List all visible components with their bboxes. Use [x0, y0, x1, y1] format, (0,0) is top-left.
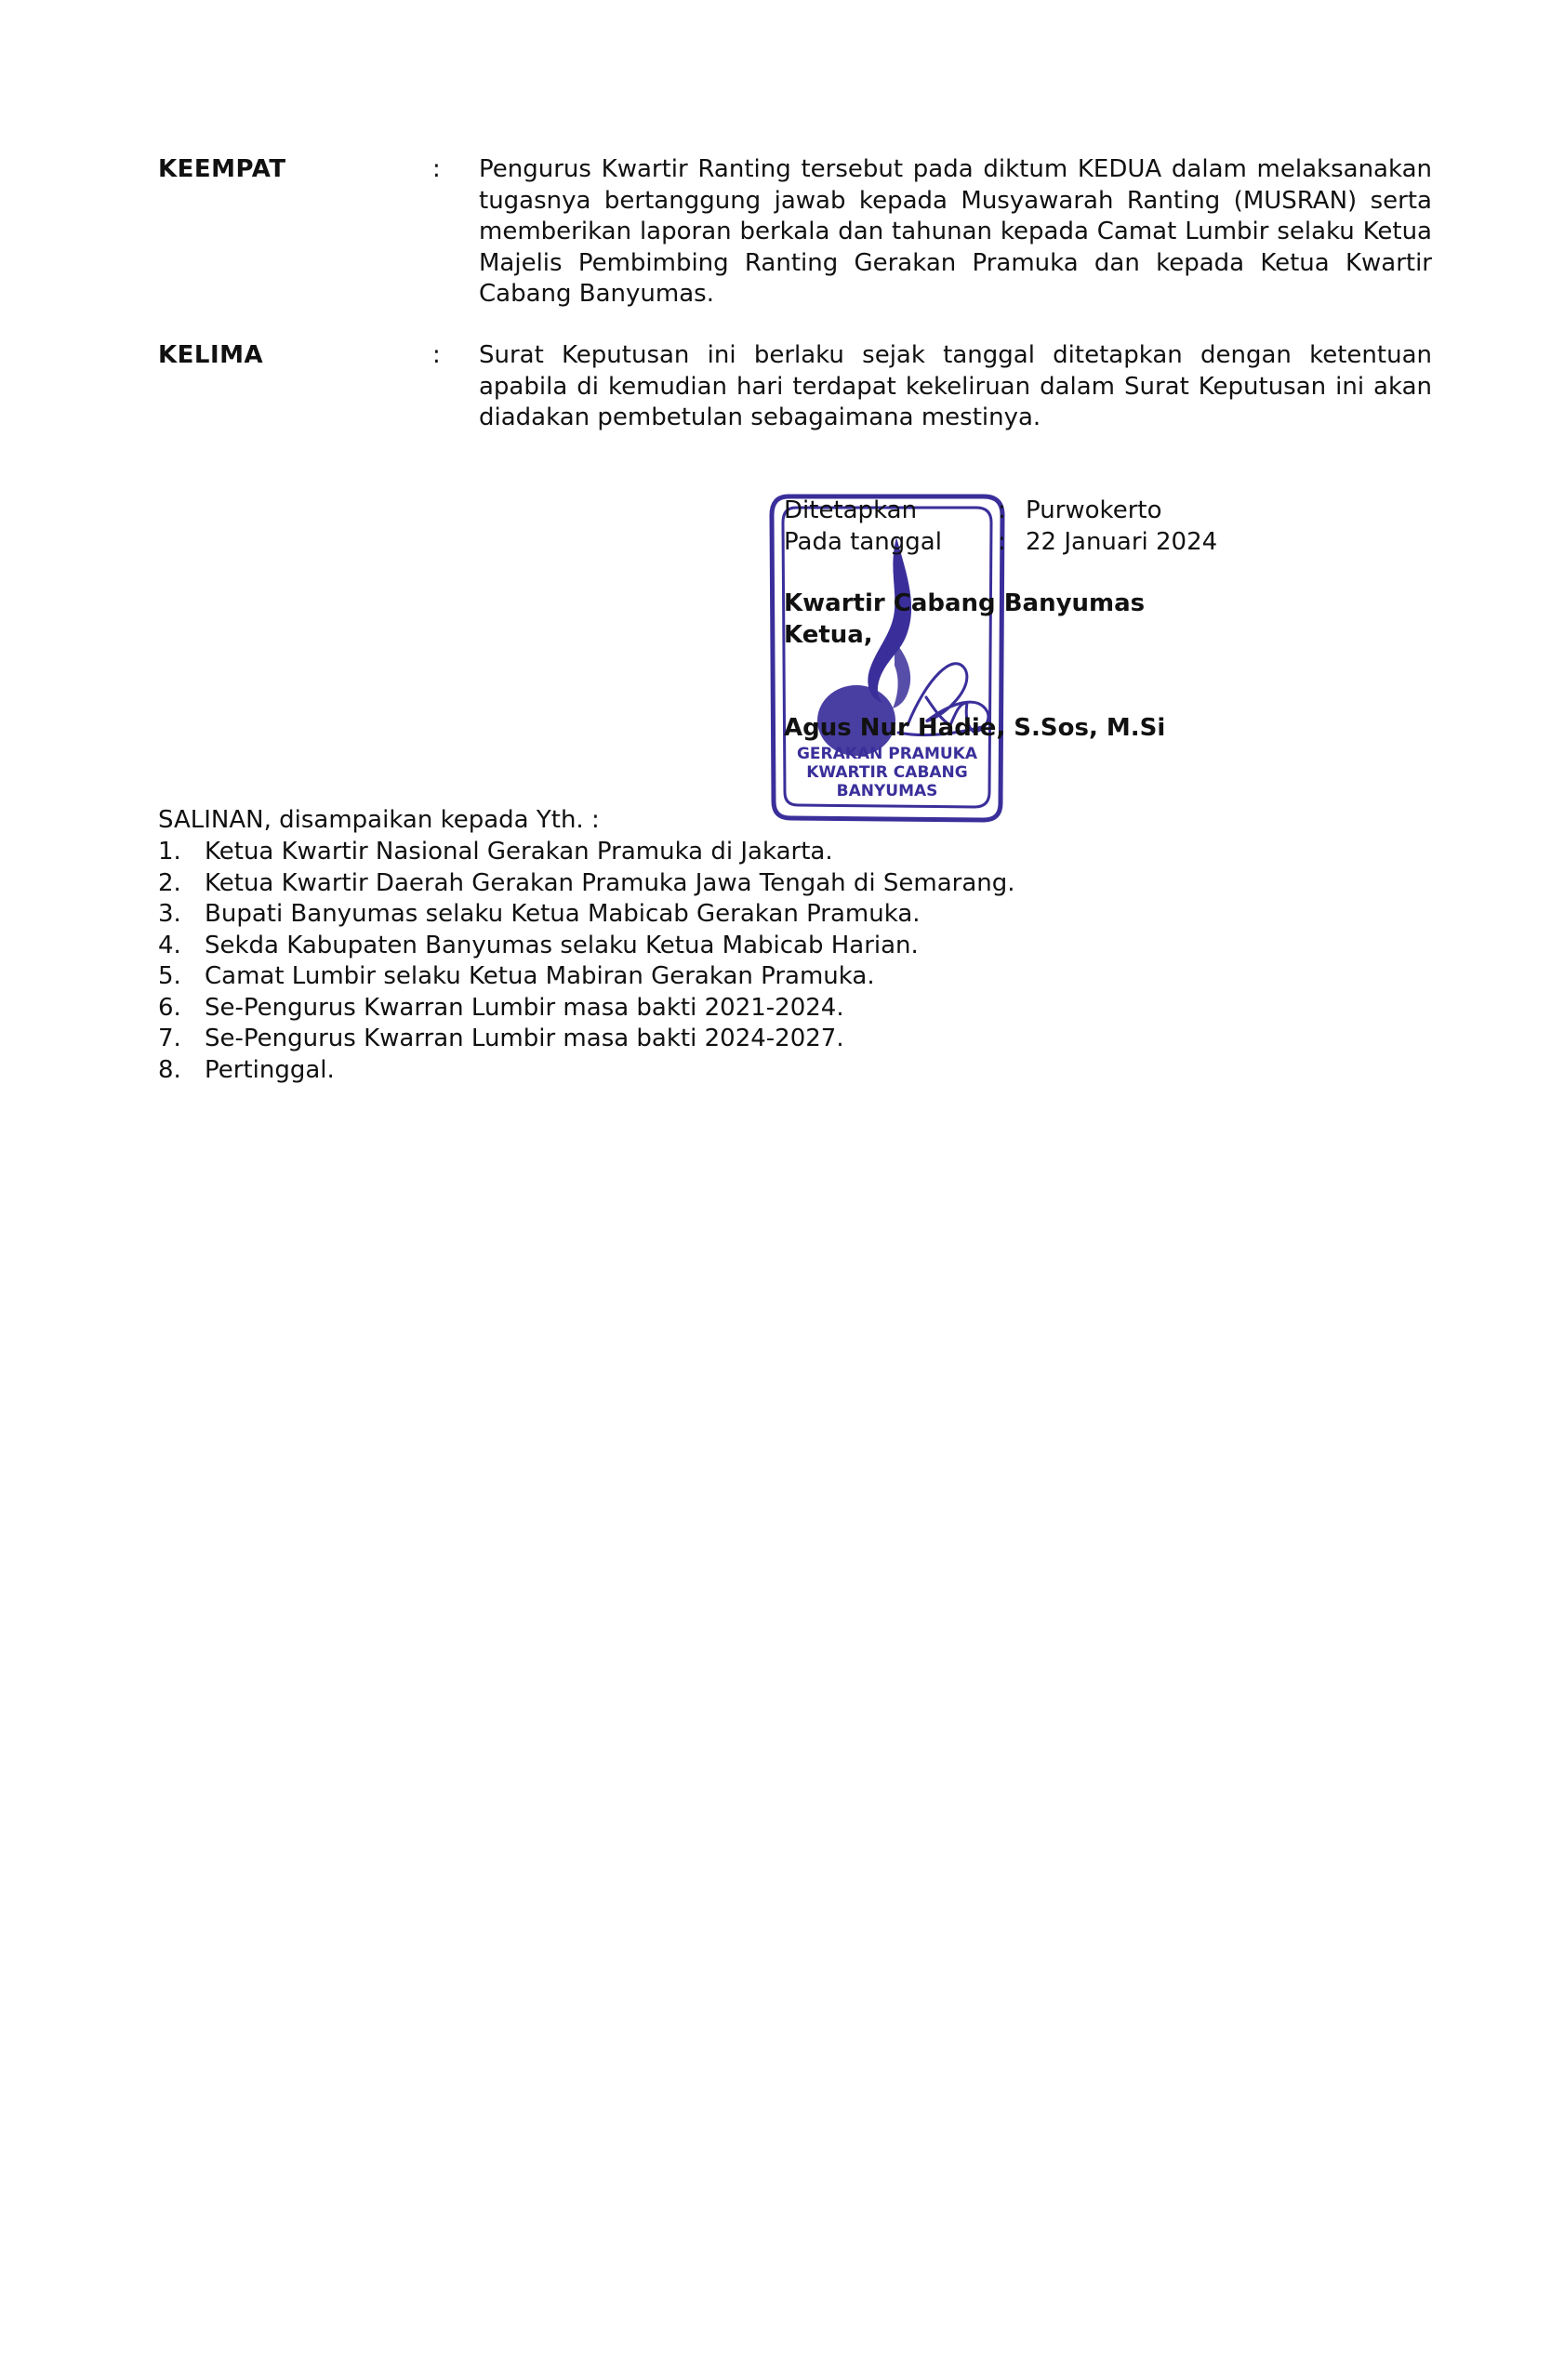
ditetapkan-row [784, 496, 1435, 527]
list-text: Sekda Kabupaten Banyumas selaku Ketua Mabicab Harian. [205, 931, 919, 959]
tanggal-label: Pada tanggal [784, 528, 942, 556]
article-colon: : [432, 341, 441, 369]
list-number: 4. [158, 931, 181, 959]
stamp-line-2: KWARTIR CABANG [806, 763, 968, 782]
tanggal-colon: : [998, 528, 1006, 556]
signatory-organization: Kwartir Cabang Banyumas [784, 589, 1146, 617]
list-item [158, 993, 1274, 1025]
article-label: KEEMPAT [158, 155, 286, 183]
list-number: 6. [158, 993, 181, 1022]
list-number: 2. [158, 868, 181, 897]
list-number: 1. [158, 838, 181, 866]
list-number: 3. [158, 900, 181, 928]
list-item [158, 1055, 1274, 1087]
article-text: Surat Keputusan ini berlaku sejak tanggal ditetapkan dengan ketentuan apabila di kemudian hari terdapat kekeliruan dalam Surat Keputusan ini akan diadakan pembetulan sebagaimana mestinya. [479, 341, 1432, 431]
list-item [158, 899, 1274, 931]
list-item [158, 961, 1274, 993]
list-text: Se-Pengurus Kwarran Lumbir masa bakti 2024-2027. [205, 1025, 844, 1052]
signatory-name: Agus Nur Hadie, S.Sos, M.Si [784, 714, 1166, 742]
article-text: Pengurus Kwartir Ranting tersebut pada diktum KEDUA dalam melaksanakan tugasnya bertanggung jawab kepada Musyawarah Ranting (MUSRAN) serta memberikan laporan berkala dan tahunan kepada Camat Lumbir selaku Ketua Majelis Pembimbing Ranting Gerakan Pramuka dan kepada Ketua Kwartir Cabang Banyumas. [479, 155, 1432, 308]
stamp-line-1: GERAKAN PRAMUKA [796, 745, 978, 763]
list-item [158, 868, 1274, 900]
list-text: Se-Pengurus Kwarran Lumbir masa bakti 2021-2024. [205, 993, 844, 1022]
list-text: Ketua Kwartir Daerah Gerakan Pramuka Jawa Tengah di Semarang. [205, 868, 1015, 897]
article-label: KELIMA [158, 341, 264, 369]
list-text: Camat Lumbir selaku Ketua Mabiran Gerakan Pramuka. [205, 962, 875, 990]
list-item [158, 837, 1274, 868]
article-keempat [158, 154, 1432, 312]
ditetapkan-value: Purwokerto [1026, 496, 1162, 524]
list-item [158, 1024, 1274, 1055]
list-number: 7. [158, 1025, 181, 1052]
ditetapkan-label: Ditetapkan [784, 496, 918, 524]
list-text: Bupati Banyumas selaku Ketua Mabicab Gerakan Pramuka. [205, 900, 921, 928]
list-text: Ketua Kwartir Nasional Gerakan Pramuka di Jakarta. [205, 838, 833, 866]
ditetapkan-colon: : [998, 496, 1006, 524]
copies-heading: SALINAN, disampaikan kepada Yth. : [158, 806, 600, 834]
signatory-role: Ketua, [784, 621, 873, 649]
list-number: 5. [158, 962, 181, 990]
list-item [158, 931, 1274, 962]
tanggal-value: 22 Januari 2024 [1026, 528, 1218, 556]
list-text: Pertinggal. [205, 1055, 335, 1084]
tanggal-row [784, 527, 1435, 559]
stamp-line-3: BANYUMAS [836, 782, 938, 800]
article-kelima [158, 340, 1432, 443]
list-number: 8. [158, 1055, 181, 1084]
article-colon: : [432, 155, 441, 183]
